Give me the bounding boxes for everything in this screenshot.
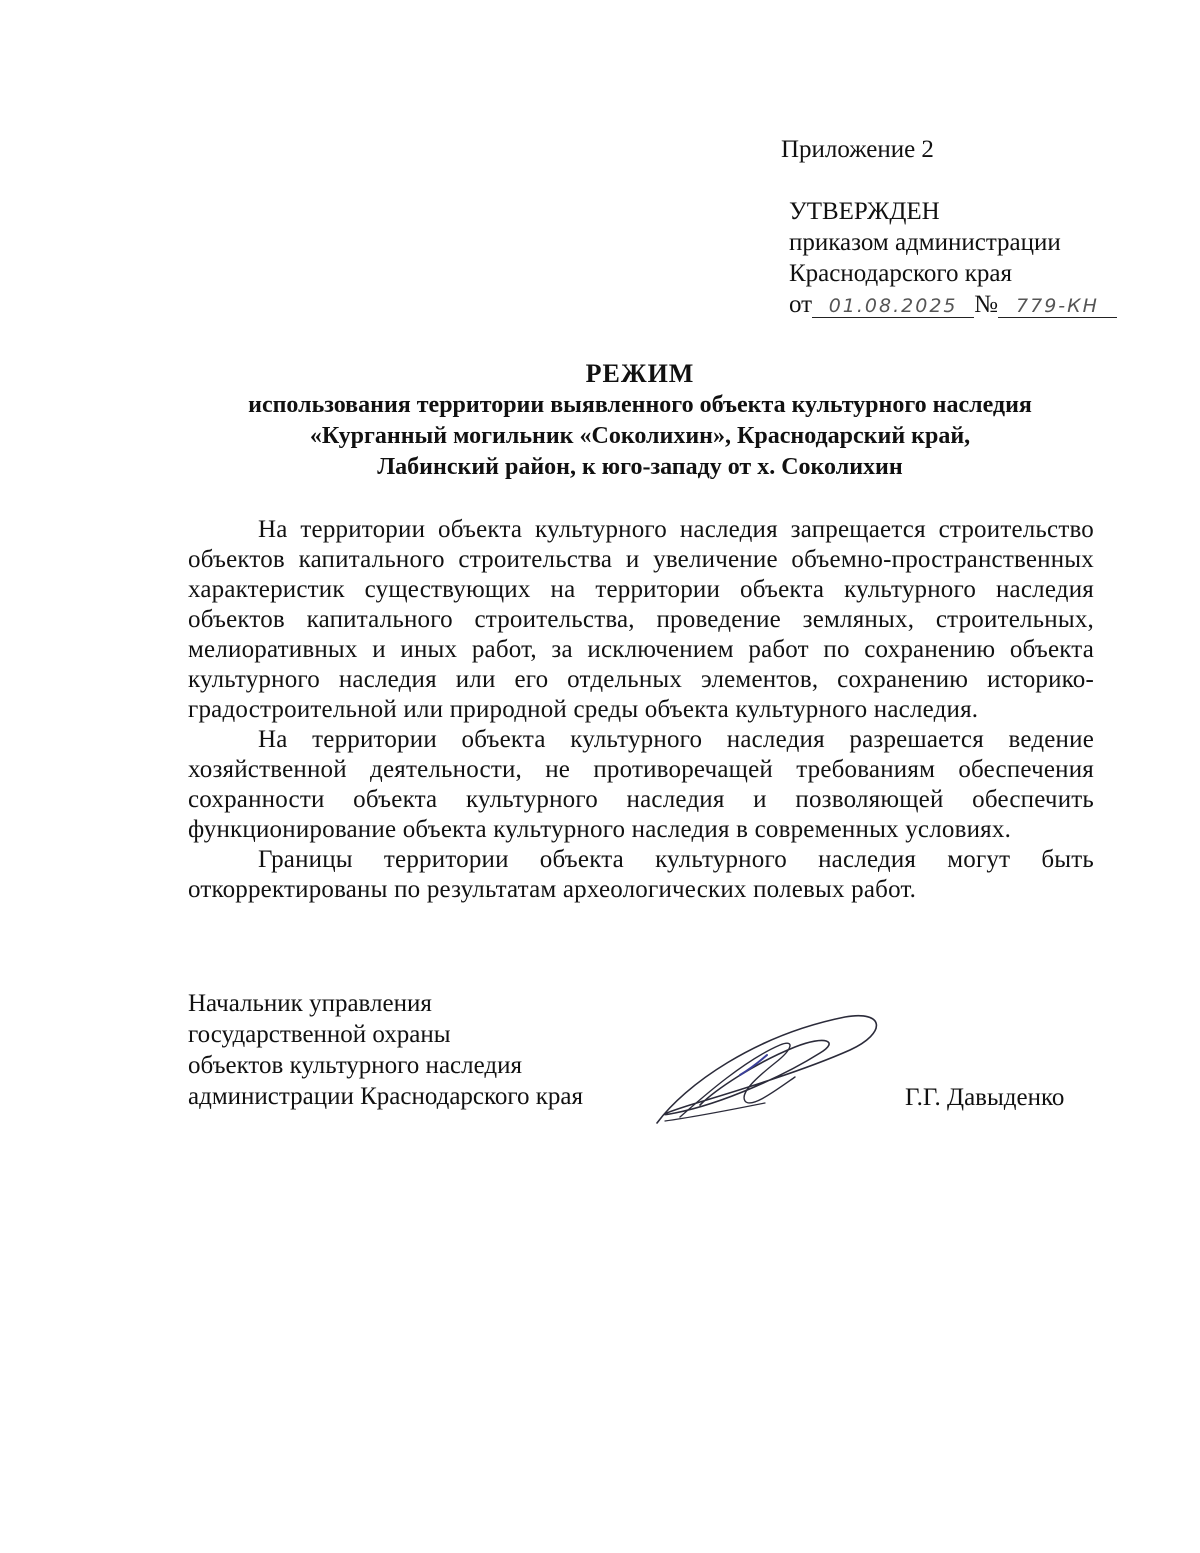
approval-stamp-block bbox=[789, 196, 1117, 320]
paragraph-permissions: На территории объекта культурного наследия разрешается ведение хозяйственной деятельности, не противоречащей требованиям обеспечения сохранности объекта культурного наследия и позволяющей обеспечить функционирование объекта культурного наследия в современных условиях. bbox=[188, 726, 1094, 843]
signer-position bbox=[188, 988, 583, 1112]
signer-position-line-3: объектов культурного наследия bbox=[188, 1052, 522, 1079]
signer-name: Г.Г. Давыденко bbox=[905, 1084, 1065, 1111]
approved-by-line-2: Краснодарского края bbox=[789, 260, 1012, 287]
document-body bbox=[188, 515, 1094, 905]
signer-position-line-1: Начальник управления bbox=[188, 990, 432, 1017]
title-line-3: Лабинский район, к юго-западу от х. Соколихин bbox=[377, 454, 903, 480]
approved-heading: УТВЕРЖДЕН bbox=[789, 198, 940, 225]
signer-position-line-4: администрации Краснодарского края bbox=[188, 1083, 584, 1110]
order-date-handwritten: 01.08.2025 bbox=[812, 295, 974, 318]
order-number-label: № bbox=[974, 291, 998, 318]
signer-position-line-2: государственной охраны bbox=[188, 1021, 451, 1048]
title-line-1: использования территории выявленного объекта культурного наследия bbox=[248, 392, 1032, 418]
paragraph-prohibitions: На территории объекта культурного наследия запрещается строительство объектов капитального строительства и увеличение объемно-пространственных характеристик существующих на территории объекта культурного наследия объектов капитального строительства, проведение земляных, строительных, мелиоративных и иных работ, за исключением работ по сохранению объекта культурного наследия или его отдельных элементов, сохранению историко-градостроительной или природной среды объекта культурного наследия. bbox=[188, 516, 1094, 723]
title-main: РЕЖИМ bbox=[585, 359, 695, 388]
order-number-handwritten: 779-КН bbox=[998, 295, 1117, 318]
order-from-label: от bbox=[789, 291, 813, 318]
appendix-label: Приложение 2 bbox=[781, 136, 934, 163]
handwritten-signature bbox=[645, 1005, 890, 1130]
paragraph-boundaries: Границы территории объекта культурного наследия могут быть откорректированы по результатам археологических полевых работ. bbox=[188, 846, 1094, 903]
document-title bbox=[140, 358, 1140, 483]
title-line-2: «Курганный могильник «Соколихин», Краснодарский край, bbox=[309, 423, 971, 449]
order-reference bbox=[789, 289, 1117, 320]
approved-by-line-1: приказом администрации bbox=[789, 229, 1061, 256]
